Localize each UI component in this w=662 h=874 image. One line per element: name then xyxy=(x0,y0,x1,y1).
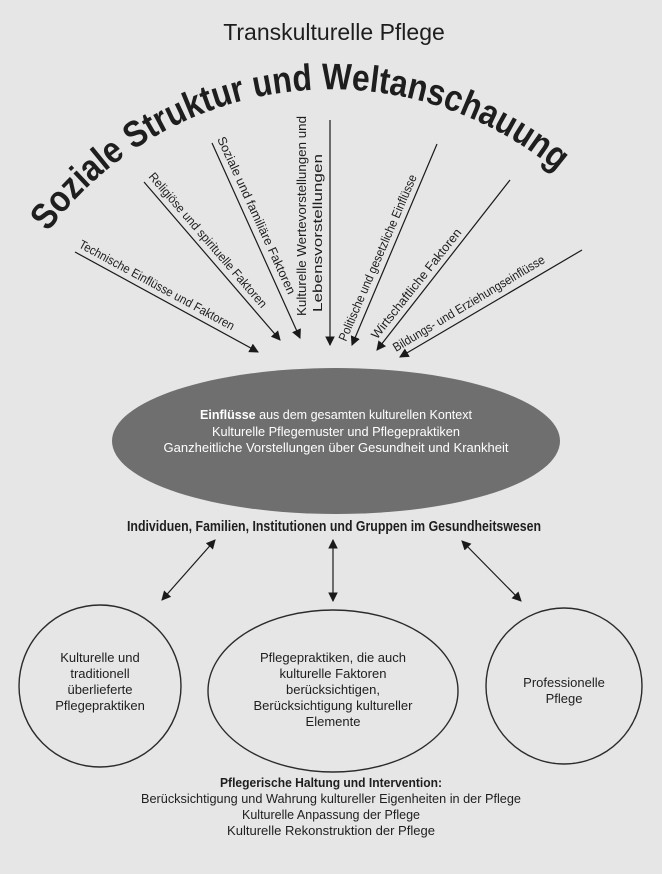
central-ellipse-line1-bold: Einflüsse xyxy=(200,407,258,422)
label-economic-text: Wirtschaftliche Faktoren xyxy=(368,226,465,342)
arc-heading-text: Soziale Struktur und Weltanschauung xyxy=(21,56,581,237)
traditional-care-line2: traditionell xyxy=(70,666,130,681)
culture-aware-line3: berücksichtigen, xyxy=(286,682,380,697)
culture-aware-line5: Elemente xyxy=(305,714,361,729)
traditional-care-line4: Pflegepraktiken xyxy=(55,698,145,713)
central-ellipse-line3: Ganzheitliche Vorstellungen über Gesundheit und Krankheit xyxy=(163,440,509,455)
label-cultural-values-line2: Lebensvorstellungen xyxy=(311,196,325,312)
professional-care-line2: Pflege xyxy=(545,691,583,706)
culture-aware-line1: Pflegepraktiken, die auch xyxy=(260,650,406,665)
professional-care-line1: Professionelle xyxy=(523,675,605,690)
label-education-text: Bildungs- und Erziehungseinflüsse xyxy=(390,252,548,355)
page-title: Transkulturelle Pflege xyxy=(223,19,445,45)
traditional-care-line3: überlieferte xyxy=(67,682,133,697)
footer-heading: Pflegerische Haltung und Intervention: xyxy=(220,775,442,790)
footer-line3: Kulturelle Rekonstruktion der Pflege xyxy=(227,823,435,838)
label-religious-text: Religiöse und spirituelle Faktoren xyxy=(145,169,271,311)
label-cultural-values-line1: Kulturelle Wertevorstellungen und xyxy=(295,128,309,316)
culture-aware-line4: Berücksichtigung kultureller xyxy=(253,698,413,713)
central-ellipse-line1-rest: aus dem gesamten kulturellen Kontext xyxy=(255,407,481,422)
label-technical-text: Technische Einflüsse und Faktoren xyxy=(76,237,238,334)
central-ellipse-line1 xyxy=(200,407,481,422)
footer-line1: Berücksichtigung und Wahrung kultureller Eigenheiten in der Pflege xyxy=(141,791,521,806)
label-social-family-text: Soziale und familiäre Faktoren xyxy=(214,134,299,297)
footer-line2: Kulturelle Anpassung der Pflege xyxy=(242,807,420,822)
label-political-text: Politische und gesetzliche Einflüsse xyxy=(335,171,421,344)
central-ellipse-line2: Kulturelle Pflegemuster und Pflegepraktiken xyxy=(212,424,460,439)
traditional-care-line1: Kulturelle und xyxy=(60,650,140,665)
band-text: Individuen, Familien, Institutionen und Gruppen im Gesundheitswesen xyxy=(127,519,541,535)
culture-aware-line2: kulturelle Faktoren xyxy=(279,666,387,681)
